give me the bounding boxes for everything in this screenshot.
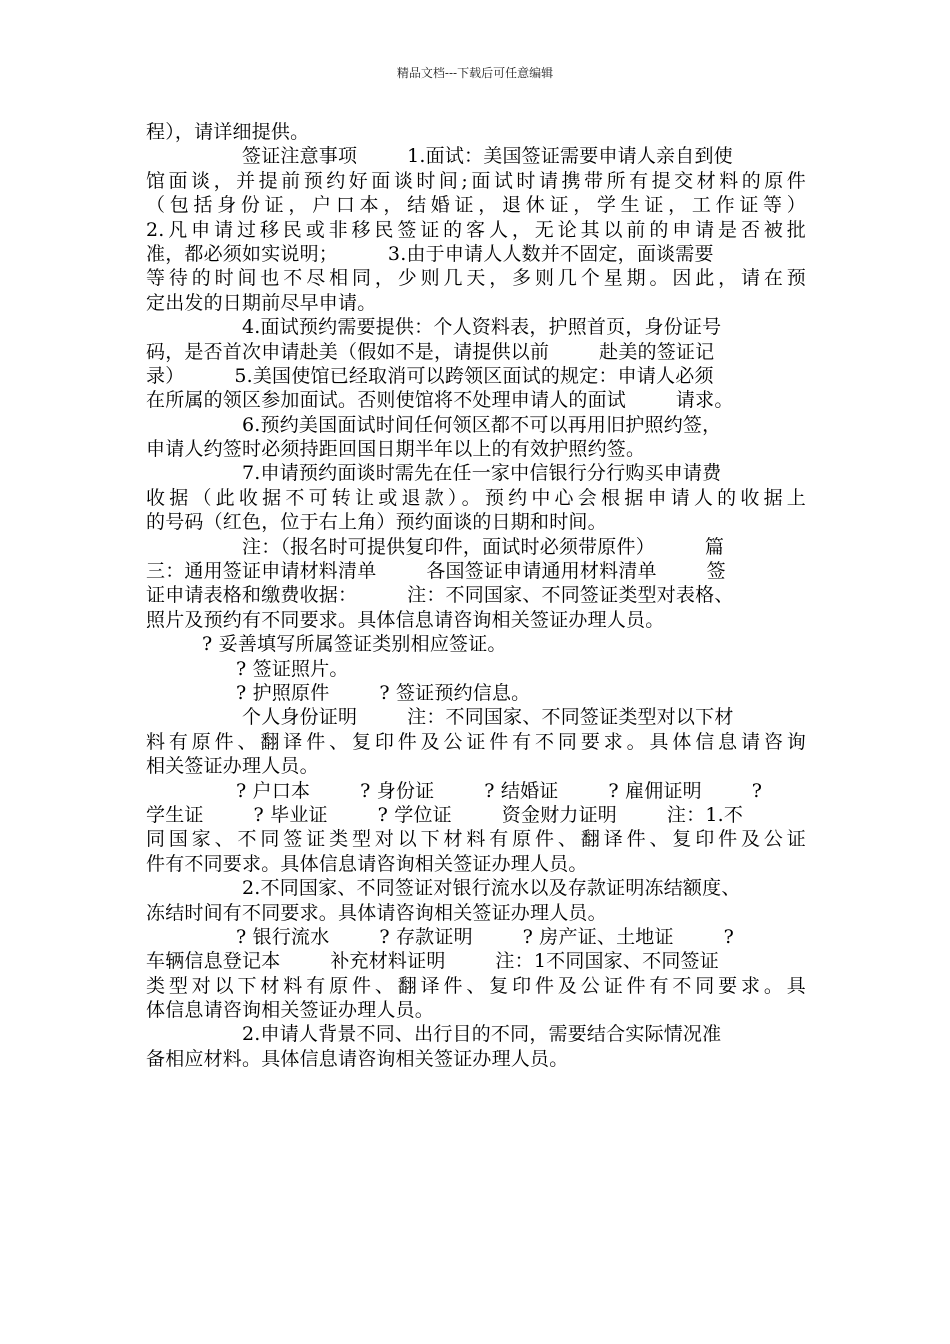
text-line: 件有不同要求。具体信息请咨询相关签证办理人员。 [146, 852, 588, 875]
text-line: 等待的时间也不尽相同，少则几天，多则几个星期。因此，请在预 [146, 267, 806, 290]
text-line: 7.申请预约面谈时需先在任一家中信银行分行购买申请费 [242, 462, 722, 485]
text-line: 2.凡申请过移民或非移民签证的客人，无论其以前的申请是否被批 [146, 218, 806, 241]
text-line: 程），请详细提供。 [146, 121, 310, 143]
text-line: ? 护照原件 ? 签证预约信息。 [236, 681, 531, 704]
text-line: 类型对以下材料有原件、翻译件、复印件及公证件有不同要求。具 [146, 974, 806, 997]
text-line: 体信息请咨询相关签证办理人员。 [146, 999, 435, 1022]
text-line: 学生证 ? 毕业证 ? 学位证 资金财力证明 注：1.不 [146, 803, 744, 826]
text-line: 个人身份证明 注：不同国家、不同签证类型对以下材 [242, 706, 734, 729]
text-line: 6.预约美国面试时间任何领区都不可以再用旧护照约签， [242, 413, 722, 436]
text-line: 证申请表格和缴费收据： 注：不同国家、不同签证类型对表格、 [146, 584, 734, 607]
text-line: 三：通用签证申请材料清单 各国签证申请通用材料清单 签 [146, 560, 726, 583]
text-line: ? 妥善填写所属签证类别相应签证。 [202, 633, 507, 656]
text-line: 的号码（红色，位于右上角）预约面谈的日期和时间。 [146, 511, 607, 534]
text-line: 准，都必须如实说明； 3.由于申请人人数并不固定，面谈需要 [146, 242, 714, 265]
text-line: 备相应材料。具体信息请咨询相关签证办理人员。 [146, 1047, 569, 1070]
text-line: 馆面谈，并提前预约好面谈时间;面试时请携带所有提交材料的原件 [146, 169, 806, 192]
document-body [146, 120, 806, 1071]
text-line: 2.申请人背景不同、出行目的不同，需要结合实际情况准 [242, 1023, 722, 1046]
text-line: ? 户口本 ? 身份证 ? 结婚证 ? 雇佣证明 ? [236, 779, 763, 802]
text-line: 收据（此收据不可转让或退款）。预约中心会根据申请人的收据上 [146, 486, 806, 509]
text-line: （包括身份证，户口本，结婚证，退休证，学生证，工作证等） [146, 194, 806, 217]
text-line: 2.不同国家、不同签证对银行流水以及存款证明冻结额度、 [242, 877, 741, 900]
text-line: 相关签证办理人员。 [146, 755, 319, 778]
page-header: 精品文档---下载后可任意编辑 [396, 66, 554, 80]
text-line: 车辆信息登记本 补充材料证明 注：1不同国家、不同签证 [146, 950, 719, 973]
text-line: 注：（报名时可提供复印件，面试时必须带原件） 篇 [242, 535, 725, 558]
text-line: 同国家、不同签证类型对以下材料有原件、翻译件、复印件及公证 [146, 828, 806, 851]
text-line: 4.面试预约需要提供：个人资料表，护照首页，身份证号 [242, 316, 722, 339]
text-line: 码，是否首次申请赴美（假如不是，请提供以前 赴美的签证记 [146, 340, 715, 363]
text-line: 申请人约签时必须持距回国日期半年以上的有效护照约签。 [146, 438, 646, 461]
text-line: 冻结时间有不同要求。具体请咨询相关签证办理人员。 [146, 901, 607, 924]
text-line: 在所属的领区参加面试。否则使馆将不处理申请人的面试 请求。 [146, 389, 734, 412]
text-line: 签证注意事项 1.面试：美国签证需要申请人亲自到使 [242, 145, 733, 168]
text-line: 料有原件、翻译件、复印件及公证件有不同要求。具体信息请咨询 [146, 730, 806, 753]
text-line: ? 银行流水 ? 存款证明 ? 房产证、土地证 ? [236, 925, 735, 948]
text-line: 定出发的日期前尽早申请。 [146, 291, 377, 314]
text-line: 录） 5.美国使馆已经取消可以跨领区面试的规定：申请人必须 [146, 364, 714, 387]
text-line: 照片及预约有不同要求。具体信息请咨询相关签证办理人员。 [146, 608, 665, 631]
text-line: ? 签证照片。 [236, 657, 349, 680]
